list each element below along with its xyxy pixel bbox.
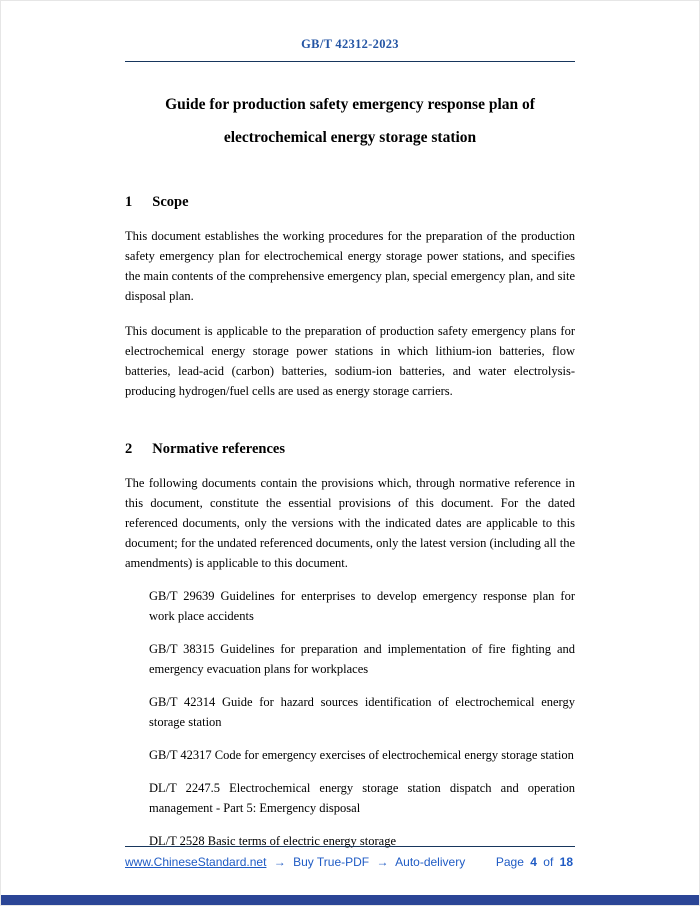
document-title-line-2: electrochemical energy storage station xyxy=(223,129,477,146)
document-title-line-1: Guide for production safety emergency response plan of xyxy=(165,96,535,113)
section-2-number: 2 xyxy=(125,441,133,457)
scope-paragraph-2: This document is applicable to the preparation of production safety emergency plans for electrochemical energy storage power stations in which lithium-ion batteries, flow batteries, lead-acid (carbon) batteries, sodium-ion batteries, and water electrolysis-producing hydrogen/fuel cells are used as energy storage carriers. xyxy=(125,324,575,398)
section-1-title: Scope xyxy=(152,194,189,210)
section-2-title: Normative references xyxy=(152,441,285,457)
reference-item: GB/T 42317 Code for emergency exercises of electrochemical energy storage station xyxy=(149,748,574,762)
of-label: of xyxy=(543,855,554,869)
reference-item: GB/T 29639 Guidelines for enterprises to develop emergency response plan for work place accidents xyxy=(149,589,575,623)
arrow-right-icon: → xyxy=(273,855,286,869)
reference-item: DL/T 2247.5 Electrochemical energy storage station dispatch and operation management - Part 5: Emergency disposal xyxy=(149,781,575,815)
auto-delivery-label: Auto-delivery xyxy=(395,855,466,869)
section-1-heading xyxy=(125,194,575,211)
header-rule xyxy=(125,61,575,62)
section-1-number: 1 xyxy=(125,194,133,210)
reference-item: GB/T 42314 Guide for hazard sources identification of electrochemical energy storage station xyxy=(149,695,575,729)
total-pages-number: 18 xyxy=(559,855,573,869)
page-footer xyxy=(125,846,575,869)
section-2-heading xyxy=(125,441,575,458)
current-page-number: 4 xyxy=(530,855,537,869)
chinesestandard-site-link[interactable]: www.ChineseStandard.net xyxy=(125,855,267,869)
arrow-right-icon: → xyxy=(376,855,389,869)
footer-rule xyxy=(125,846,575,847)
page-content xyxy=(1,1,699,851)
scope-paragraph-1: This document establishes the working procedures for the preparation of the production safety emergency plan for electrochemical energy storage power stations, and specifies the main contents of the comprehensive emergency plan, special emergency plan, and site disposal plan. xyxy=(125,229,575,303)
bottom-blue-bar xyxy=(1,895,699,905)
reference-item: GB/T 38315 Guidelines for preparation and implementation of fire fighting and emergency evacuation plans for workplaces xyxy=(149,642,575,676)
footer-links xyxy=(125,855,465,869)
reference-item: DL/T 2528 Basic terms of electric energy storage xyxy=(149,834,397,848)
normative-intro-paragraph: The following documents contain the provisions which, through normative reference in this document, constitute the essential provisions of this document. For the dated referenced documents, only the versions with the indicated dates are applicable to this document; for the undated referenced documents, only the latest version (including all the amendments) is applicable to this document. xyxy=(125,476,575,570)
document-title xyxy=(125,88,575,154)
buy-true-pdf-label: Buy True-PDF xyxy=(293,855,370,869)
header-doc-number: GB/T 42312-2023 xyxy=(301,37,399,51)
page-label: Page xyxy=(495,855,524,869)
page-indicator xyxy=(495,855,575,869)
